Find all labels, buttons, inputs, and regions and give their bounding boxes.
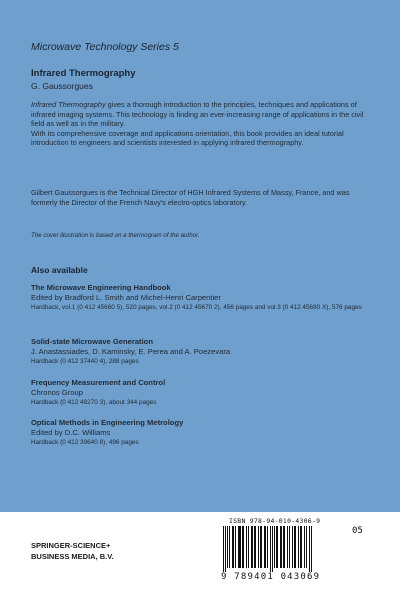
description-title-italic: Infrared Thermography xyxy=(31,100,106,109)
description-text-2: With its comprehensive coverage and applications orientation, this book provides an ideal tutorial introduction to engineers and scientists interested in applying infrared thermography. xyxy=(31,128,344,148)
barcode-bar xyxy=(235,526,236,568)
description-text: gives a thorough introduction to the principles, techniques and applications of infrared imaging systems. This technology is finding an ever-increasing range of applications in the civil field as well as in the military. xyxy=(31,100,364,129)
barcode-bar xyxy=(276,526,278,568)
barcode-bar xyxy=(300,526,302,568)
barcode-bar xyxy=(258,526,259,568)
barcode-digits: 9 789401 043069 xyxy=(221,572,321,582)
author-bio: Gilbert Gaussorgues is the Technical Director of HGH Infrared Systems of Massy, France, and was formerly the Director of the French Navy's electro-optics laboratory. xyxy=(31,188,350,207)
barcode-bar xyxy=(272,526,273,572)
barcode-addon: 05 xyxy=(352,526,363,536)
also-available-item xyxy=(31,418,376,447)
publisher-name xyxy=(31,540,114,562)
barcode xyxy=(215,514,375,590)
barcode-bar xyxy=(311,526,312,572)
barcode-bar xyxy=(260,526,262,568)
item-details: Hardback (0 412 39640 8), 496 pages xyxy=(31,439,139,446)
item-details: Hardback (0 412 48270 3), about 344 pages xyxy=(31,399,157,406)
barcode-bar xyxy=(267,526,268,568)
barcode-bar xyxy=(248,526,249,568)
item-details: Hardback (0 412 37440 4), 288 pages xyxy=(31,358,139,365)
also-available-heading: Also available xyxy=(31,265,88,275)
barcode-bar xyxy=(294,526,296,568)
publisher-line-1: SPRINGER-SCIENCE+ xyxy=(31,541,111,550)
barcode-bar xyxy=(306,526,307,568)
cover-note: The cover illustration is based on a thermogram of the author. xyxy=(31,232,200,239)
barcode-bar xyxy=(304,526,305,568)
barcode-bar xyxy=(254,526,256,568)
item-title: The Microwave Engineering Handbook xyxy=(31,283,171,292)
barcode-bar xyxy=(223,526,224,572)
barcode-bar xyxy=(270,526,271,572)
barcode-bar xyxy=(309,526,310,572)
barcode-bar xyxy=(292,526,293,568)
item-authors: J. Anastassiades, D. Kaminsky, E. Perea and A. Poezevara xyxy=(31,347,231,356)
also-available-item xyxy=(31,283,376,312)
item-title: Frequency Measurement and Control xyxy=(31,378,166,387)
also-available-item xyxy=(31,378,376,407)
barcode-bar xyxy=(246,526,247,568)
barcode-bar xyxy=(280,526,282,568)
item-authors: Edited by Bradford L. Smith and Michel-Henri Carpentier xyxy=(31,293,221,302)
barcode-bars xyxy=(221,526,349,572)
isbn-text: ISBN 978-94-010-4306-9 xyxy=(229,517,321,525)
barcode-bar xyxy=(289,526,290,568)
barcode-bar xyxy=(242,526,244,568)
barcode-bar xyxy=(225,526,226,572)
item-title: Optical Methods in Engineering Metrology xyxy=(31,418,184,427)
publisher-line-2: BUSINESS MEDIA, B.V. xyxy=(31,552,114,561)
item-authors: Edited by D.C. Williams xyxy=(31,428,111,437)
barcode-bar xyxy=(298,526,299,568)
barcode-bar xyxy=(232,526,234,568)
barcode-bar xyxy=(238,526,241,568)
barcode-bar xyxy=(287,526,288,568)
series-title: Microwave Technology Series 5 xyxy=(31,41,179,53)
description-paragraph xyxy=(31,100,373,148)
barcode-bar xyxy=(264,526,266,568)
item-details: Hardback, vol.1 (0 412 45660 5), 520 pages, vol.2 (0 412 45670 2), 456 pages and vol.3 (0 412 45680 X), 576 pages xyxy=(31,304,362,311)
item-title: Solid-state Microwave Generation xyxy=(31,337,153,346)
barcode-bar xyxy=(227,526,228,568)
barcode-bar xyxy=(283,526,285,568)
item-authors: Chronos Group xyxy=(31,388,83,397)
author-name: G. Gaussorgues xyxy=(31,81,93,91)
barcode-bar xyxy=(229,526,230,568)
barcode-bar xyxy=(251,526,253,568)
barcode-bar xyxy=(274,526,275,568)
book-title: Infrared Thermography xyxy=(31,68,136,79)
also-available-item xyxy=(31,337,376,366)
